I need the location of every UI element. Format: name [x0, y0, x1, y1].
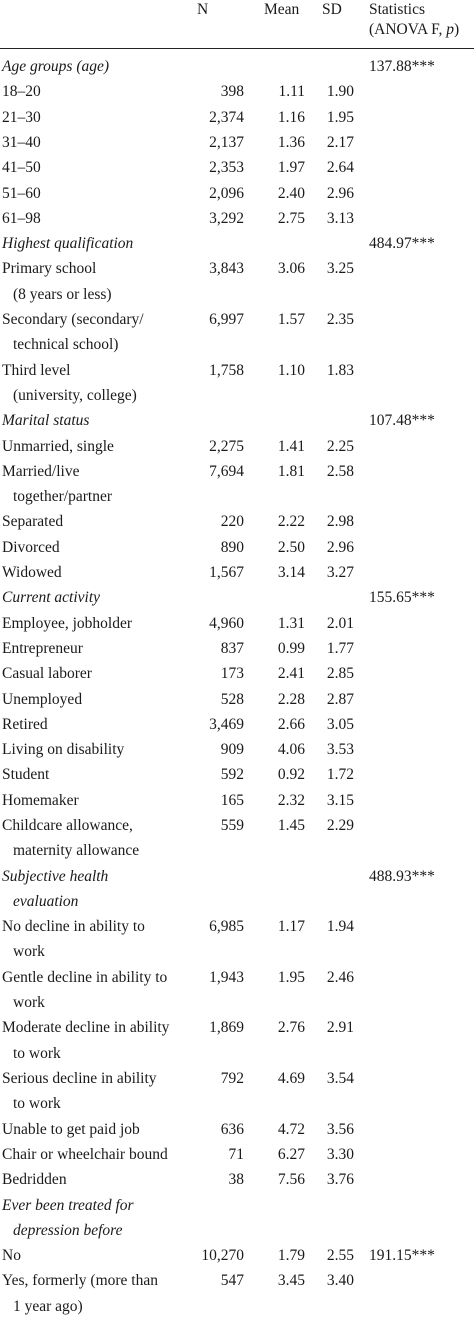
table-row	[0, 1268, 474, 1319]
row-label	[2, 130, 190, 155]
table-row	[0, 762, 474, 787]
n-value: 1,943	[209, 968, 244, 986]
row-label-line: Subjective health	[2, 867, 109, 885]
row-label	[2, 687, 190, 712]
row-label-line: Casual laborer	[2, 665, 92, 683]
table-header	[0, 0, 474, 42]
table-row	[0, 914, 474, 965]
group-header-row	[0, 231, 474, 256]
mean-value: 3.14	[277, 564, 305, 581]
n-value: 528	[220, 690, 244, 708]
mean-value: 1.16	[277, 108, 305, 126]
sd-value: 3.54	[326, 1070, 354, 1087]
row-label-line: Divorced	[2, 538, 60, 556]
n-value: 2,275	[209, 437, 244, 455]
row-label	[2, 509, 190, 534]
sd-value: 1.90	[326, 83, 354, 101]
sd-value: 3.15	[326, 791, 354, 809]
row-label-line: Yes, formerly (more than	[2, 1272, 158, 1290]
mean-value: 2.40	[277, 184, 305, 202]
n-value: 547	[220, 1272, 244, 1290]
mean-value: 2.76	[277, 1019, 305, 1037]
row-label-line: 1 year ago)	[13, 1297, 83, 1315]
mean-value: 2.32	[277, 791, 305, 809]
row-label	[2, 1066, 190, 1117]
row-label-line: 18–20	[2, 83, 41, 101]
row-label	[2, 434, 190, 459]
table-row	[0, 1142, 474, 1167]
row-label	[2, 560, 190, 585]
row-label	[2, 79, 190, 104]
sd-value: 3.27	[326, 564, 354, 581]
n-value: 2,096	[209, 184, 244, 202]
group-label	[2, 1193, 190, 1244]
mean-value: 1.41	[277, 437, 305, 455]
sd-value: 3.25	[326, 260, 354, 278]
sd-value: 2.58	[326, 462, 354, 480]
n-value: 636	[220, 1120, 244, 1138]
table-row	[0, 509, 474, 534]
sd-value: 1.94	[326, 918, 354, 936]
n-value: 890	[220, 538, 244, 556]
row-label-line: Retired	[2, 715, 48, 733]
n-value: 2,137	[209, 133, 244, 151]
row-label-line: Third level	[2, 361, 71, 379]
table-row	[0, 1167, 474, 1192]
n-value: 2,353	[209, 159, 244, 177]
row-label	[2, 914, 190, 965]
table-row	[0, 1015, 474, 1066]
row-label-line: Separated	[2, 513, 64, 531]
row-label-line: Childcare allowance,	[2, 817, 133, 834]
mean-value: 1.97	[277, 159, 305, 177]
n-value: 3,469	[209, 715, 244, 733]
sd-value: 1.83	[326, 361, 354, 379]
mean-value: 4.06	[277, 741, 305, 759]
table-row	[0, 535, 474, 560]
row-label	[2, 1243, 190, 1268]
sd-value: 2.98	[326, 513, 354, 531]
sd-value: 2.91	[326, 1019, 354, 1037]
anova-statistic: 155.65***	[369, 589, 435, 607]
row-label	[2, 256, 190, 307]
sd-value: 2.17	[326, 133, 354, 151]
table-row	[0, 788, 474, 813]
n-value: 837	[220, 639, 244, 657]
table-row	[0, 256, 474, 307]
table-row	[0, 79, 474, 104]
row-label	[2, 1142, 190, 1167]
group-label	[2, 54, 190, 79]
row-label-line: work	[13, 943, 45, 961]
row-label-line: No	[2, 1247, 21, 1265]
group-label	[2, 408, 190, 433]
row-label	[2, 105, 190, 130]
mean-value: 1.11	[278, 83, 305, 101]
mean-value: 1.81	[277, 462, 305, 480]
n-value: 6,997	[209, 311, 244, 328]
column-header-mean: Mean	[264, 1, 300, 18]
row-label-line: No decline in ability to	[2, 918, 145, 936]
row-label	[2, 712, 190, 737]
row-label-line: Highest qualification	[2, 235, 134, 253]
table-row	[0, 636, 474, 661]
row-label	[2, 762, 190, 787]
mean-value: 2.66	[277, 715, 305, 733]
n-value: 6,985	[209, 918, 244, 936]
row-label	[2, 1167, 190, 1192]
group-label	[2, 231, 190, 256]
table-row	[0, 358, 474, 409]
row-label	[2, 358, 190, 409]
mean-value: 1.31	[277, 614, 305, 632]
table-row	[0, 687, 474, 712]
n-value: 592	[220, 766, 244, 784]
mean-value: 1.95	[277, 968, 305, 986]
n-value: 1,869	[209, 1019, 244, 1037]
table-row	[0, 130, 474, 155]
n-value: 909	[220, 741, 244, 759]
row-label-line: together/partner	[13, 488, 112, 506]
mean-value: 2.75	[277, 209, 305, 227]
row-label-line: maternity allowance	[13, 842, 140, 860]
table-row	[0, 737, 474, 762]
mean-value: 2.50	[277, 538, 305, 556]
mean-value: 2.28	[277, 690, 305, 708]
group-header-row	[0, 864, 474, 915]
table-row	[0, 206, 474, 231]
n-value: 165	[220, 791, 244, 809]
n-value: 4,960	[209, 614, 244, 632]
n-value: 38	[228, 1171, 244, 1189]
row-label	[2, 535, 190, 560]
sd-value: 2.96	[326, 538, 354, 556]
row-label	[2, 1268, 190, 1319]
row-label	[2, 965, 190, 1016]
sd-value: 2.35	[326, 311, 354, 328]
table-row	[0, 1066, 474, 1117]
row-label-line: Entrepreneur	[2, 639, 83, 657]
sd-value: 2.55	[326, 1247, 354, 1265]
row-label	[2, 661, 190, 686]
mean-value: 3.45	[277, 1272, 305, 1290]
row-label-line: technical school)	[13, 336, 119, 354]
table-row	[0, 611, 474, 636]
row-label	[2, 155, 190, 180]
row-label-line: to work	[13, 1044, 61, 1062]
sd-value: 3.13	[326, 209, 354, 227]
sd-value: 3.40	[326, 1272, 354, 1290]
row-label-line: (university, college)	[13, 386, 137, 404]
row-label-line: Current activity	[2, 589, 101, 607]
group-header-row	[0, 408, 474, 433]
row-label-line: 41–50	[2, 159, 41, 177]
row-label	[2, 307, 190, 358]
row-label	[2, 813, 190, 864]
n-value: 3,843	[209, 260, 244, 278]
mean-value: 1.10	[277, 361, 305, 379]
table-row	[0, 813, 474, 864]
mean-value: 7.56	[277, 1171, 305, 1189]
row-label-line: Married/live	[2, 462, 80, 480]
row-label-line: Homemaker	[2, 791, 79, 809]
row-label-line: Unemployed	[2, 690, 83, 708]
mean-value: 1.57	[277, 311, 305, 328]
sd-value: 1.72	[326, 766, 354, 784]
mean-value: 1.45	[277, 817, 305, 834]
row-label	[2, 459, 190, 510]
anova-statistic: 137.88***	[369, 58, 435, 75]
sd-value: 3.05	[326, 715, 354, 733]
row-label-line: 21–30	[2, 108, 41, 126]
anova-statistic: 484.97***	[369, 235, 435, 253]
table-row	[0, 712, 474, 737]
group-header-row	[0, 1193, 474, 1244]
column-header-sd: SD	[322, 1, 342, 18]
column-header-statistics-line2: (ANOVA F, p)	[369, 21, 460, 38]
n-value: 7,694	[209, 462, 244, 480]
n-value: 1,758	[209, 361, 244, 379]
row-label-line: Unable to get paid job	[2, 1120, 140, 1138]
group-label	[2, 864, 190, 915]
n-value: 71	[228, 1145, 244, 1163]
mean-value: 1.79	[277, 1247, 305, 1265]
sd-value: 2.87	[326, 690, 354, 708]
row-label	[2, 788, 190, 813]
row-label-line: Widowed	[2, 564, 62, 581]
table-row	[0, 155, 474, 180]
group-header-row	[0, 54, 474, 79]
group-label	[2, 585, 190, 610]
row-label-line: Ever been treated for	[2, 1196, 134, 1214]
row-label	[2, 737, 190, 762]
row-label-line: Gentle decline in ability to	[2, 968, 168, 986]
sd-value: 2.64	[326, 159, 354, 177]
mean-value: 4.69	[277, 1070, 305, 1087]
sd-value: 3.56	[326, 1120, 354, 1138]
sd-value: 2.29	[326, 817, 354, 834]
sd-value: 3.76	[326, 1171, 354, 1189]
row-label-line: Student	[2, 766, 50, 784]
sd-value: 2.46	[326, 968, 354, 986]
table-row	[0, 105, 474, 130]
row-label-line: work	[13, 994, 45, 1012]
anova-statistic: 488.93***	[369, 867, 435, 885]
mean-value: 0.92	[277, 766, 305, 784]
mean-value: 3.06	[277, 260, 305, 278]
table-row	[0, 965, 474, 1016]
row-label-line: (8 years or less)	[13, 285, 112, 303]
sd-value: 1.95	[326, 108, 354, 126]
anova-statistic: 107.48***	[369, 412, 435, 430]
n-value: 3,292	[209, 209, 244, 227]
sd-value: 2.25	[326, 437, 354, 455]
n-value: 398	[220, 83, 244, 101]
row-label-line: 31–40	[2, 133, 41, 151]
sd-value: 2.01	[326, 614, 354, 632]
mean-value: 0.99	[277, 639, 305, 657]
row-label-line: Moderate decline in ability	[2, 1019, 170, 1037]
header-rule	[0, 48, 474, 49]
row-label	[2, 611, 190, 636]
table-row	[0, 560, 474, 585]
column-header-n: N	[197, 1, 209, 18]
mean-value: 2.41	[277, 665, 305, 683]
table-row	[0, 307, 474, 358]
row-label-line: Chair or wheelchair bound	[2, 1145, 168, 1163]
row-label	[2, 1015, 190, 1066]
column-header-statistics	[369, 0, 459, 40]
table-row	[0, 181, 474, 206]
table-row	[0, 459, 474, 510]
n-value: 2,374	[209, 108, 244, 126]
row-label	[2, 206, 190, 231]
row-label-line: depression before	[13, 1221, 123, 1239]
sd-value: 1.77	[326, 639, 354, 657]
row-label-line: evaluation	[13, 892, 79, 910]
sd-value: 2.85	[326, 665, 354, 683]
n-value: 792	[220, 1070, 244, 1087]
anova-statistic: 191.15***	[369, 1247, 435, 1265]
row-label-line: Unmarried, single	[2, 437, 114, 455]
row-label-line: Living on disability	[2, 741, 125, 759]
n-value: 173	[220, 665, 244, 683]
row-label-line: Age groups (age)	[2, 58, 110, 75]
sd-value: 3.30	[326, 1145, 354, 1163]
column-header-statistics-line1: Statistics	[369, 1, 425, 18]
row-label-line: to work	[13, 1095, 61, 1113]
sd-value: 2.96	[326, 184, 354, 202]
group-header-row	[0, 585, 474, 610]
table-row	[0, 661, 474, 686]
table-row	[0, 1243, 474, 1268]
mean-value: 1.36	[277, 133, 305, 151]
row-label	[2, 636, 190, 661]
n-value: 1,567	[209, 564, 244, 581]
sd-value: 3.53	[326, 741, 354, 759]
mean-value: 1.17	[277, 918, 305, 936]
row-label-line: Employee, jobholder	[2, 614, 132, 632]
mean-value: 2.22	[277, 513, 305, 531]
row-label-line: Secondary (secondary/	[2, 311, 144, 328]
n-value: 220	[220, 513, 244, 531]
n-value: 559	[220, 817, 244, 834]
row-label	[2, 181, 190, 206]
mean-value: 6.27	[277, 1145, 305, 1163]
table-row	[0, 1117, 474, 1142]
row-label-line: 51–60	[2, 184, 41, 202]
row-label	[2, 1117, 190, 1142]
row-label-line: Marital status	[2, 412, 90, 430]
mean-value: 4.72	[277, 1120, 305, 1138]
row-label-line: Primary school	[2, 260, 97, 278]
row-label-line: 61–98	[2, 209, 41, 227]
row-label-line: Serious decline in ability	[2, 1070, 157, 1087]
table-row	[0, 434, 474, 459]
n-value: 10,270	[201, 1247, 244, 1265]
row-label-line: Bedridden	[2, 1171, 67, 1189]
